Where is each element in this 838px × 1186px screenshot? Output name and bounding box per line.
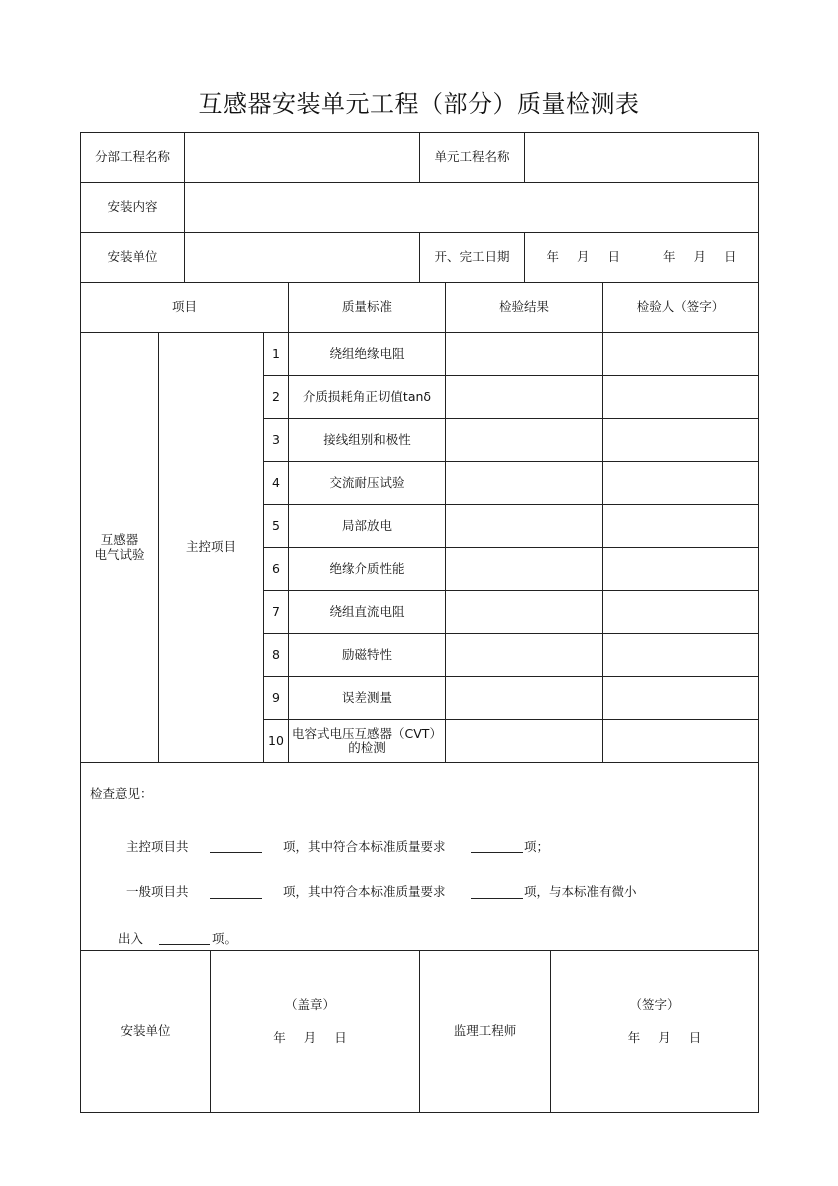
- install-unit-field[interactable]: [184, 232, 420, 283]
- item-result-cell[interactable]: [445, 418, 603, 462]
- item-number: 6: [263, 547, 289, 591]
- col-result: 检验结果: [445, 282, 603, 333]
- item-result-cell[interactable]: [445, 676, 603, 720]
- general-total-blank[interactable]: [210, 898, 262, 899]
- month: 月: [576, 249, 590, 265]
- item-number: 9: [263, 676, 289, 720]
- date-label: 开、完工日期: [419, 232, 525, 283]
- main-mid: 项，其中符合本标准质量要求: [283, 839, 446, 854]
- item-inspector-cell[interactable]: [602, 547, 759, 591]
- item-number: 7: [263, 590, 289, 634]
- day: 日: [688, 1029, 702, 1045]
- year: 年: [273, 1029, 286, 1045]
- item-inspector-cell[interactable]: [602, 633, 759, 677]
- general-pass-blank[interactable]: [471, 898, 523, 899]
- page-title: 互感器安装单元工程（部分）质量检测表: [198, 90, 640, 118]
- col-standard: 质量标准: [288, 282, 446, 333]
- main-suffix: 项；: [524, 839, 550, 854]
- item-standard: 绕组直流电阻: [288, 590, 446, 634]
- deviation-prefix: 出入: [118, 931, 144, 946]
- month: 月: [303, 1029, 317, 1045]
- item-number: 3: [263, 418, 289, 462]
- year: 年: [627, 1029, 641, 1045]
- main-pass-blank[interactable]: [471, 852, 523, 853]
- item-number: 1: [263, 332, 289, 376]
- col-inspector: 检验人（签字）: [602, 282, 759, 333]
- item-standard: 误差测量: [288, 676, 446, 720]
- item-number: 8: [263, 633, 289, 677]
- item-inspector-cell[interactable]: [602, 719, 759, 763]
- item-result-cell[interactable]: [445, 504, 603, 548]
- content-field[interactable]: [184, 182, 759, 233]
- item-result-cell[interactable]: [445, 719, 603, 763]
- item-standard: 励磁特性: [288, 633, 446, 677]
- item-inspector-cell[interactable]: [602, 418, 759, 462]
- item-inspector-cell[interactable]: [602, 461, 759, 505]
- unit-project-field[interactable]: [524, 132, 759, 183]
- item-standard: 接线组别和极性: [288, 418, 446, 462]
- item-standard: 交流耐压试验: [288, 461, 446, 505]
- deviation-blank[interactable]: [159, 944, 210, 945]
- sub-project-label: 分部工程名称: [80, 132, 185, 183]
- item-result-cell[interactable]: [445, 375, 603, 419]
- install-unit-label: 安装单位: [80, 232, 185, 283]
- seal-label: （盖章）: [284, 997, 335, 1013]
- type-cell: 主控项目: [158, 332, 264, 763]
- footer-seal-cell[interactable]: [210, 950, 420, 1113]
- day: 日: [724, 249, 737, 265]
- item-number: 2: [263, 375, 289, 419]
- item-standard: 绕组绝缘电阻: [288, 332, 446, 376]
- item-result-cell[interactable]: [445, 461, 603, 505]
- day: 日: [607, 249, 621, 265]
- general-mid: 项，其中符合本标准质量要求: [283, 884, 446, 899]
- item-inspector-cell[interactable]: [602, 590, 759, 634]
- date-field[interactable]: [524, 232, 759, 283]
- item-result-cell[interactable]: [445, 547, 603, 591]
- content-label: 安装内容: [80, 182, 185, 233]
- day: 日: [334, 1029, 347, 1045]
- footer-supervisor-label: 监理工程师: [419, 950, 551, 1113]
- item-result-cell[interactable]: [445, 332, 603, 376]
- unit-project-label: 单元工程名称: [419, 132, 525, 183]
- main-total-blank[interactable]: [210, 852, 262, 853]
- deviation-suffix: 项。: [212, 931, 238, 946]
- item-standard: 介质损耗角正切值tanδ: [288, 375, 446, 419]
- month: 月: [658, 1029, 671, 1045]
- main-prefix: 主控项目共: [126, 839, 189, 854]
- item-inspector-cell[interactable]: [602, 375, 759, 419]
- item-result-cell[interactable]: [445, 590, 603, 634]
- year: 年: [546, 249, 559, 265]
- item-standard: 电容式电压互感器（CVT） 的检测: [288, 719, 446, 763]
- col-item: 项目: [80, 282, 289, 333]
- item-number: 10: [263, 719, 289, 763]
- item-inspector-cell[interactable]: [602, 504, 759, 548]
- item-number: 5: [263, 504, 289, 548]
- item-inspector-cell[interactable]: [602, 676, 759, 720]
- item-number: 4: [263, 461, 289, 505]
- opinion-section: [80, 762, 759, 951]
- opinion-label: 检查意见：: [90, 786, 153, 801]
- general-suffix: 项，与本标准有微小: [524, 884, 637, 899]
- category-cell: 互感器 电气试验: [80, 332, 159, 763]
- year: 年: [662, 249, 676, 265]
- general-prefix: 一般项目共: [126, 884, 189, 899]
- item-standard: 局部放电: [288, 504, 446, 548]
- item-standard: 绝缘介质性能: [288, 547, 446, 591]
- footer-install-unit-label: 安装单位: [80, 950, 211, 1113]
- item-result-cell[interactable]: [445, 633, 603, 677]
- month: 月: [693, 249, 706, 265]
- footer-sign-cell[interactable]: [550, 950, 759, 1113]
- item-inspector-cell[interactable]: [602, 332, 759, 376]
- sub-project-field[interactable]: [184, 132, 420, 183]
- sign-label: （签字）: [629, 997, 680, 1013]
